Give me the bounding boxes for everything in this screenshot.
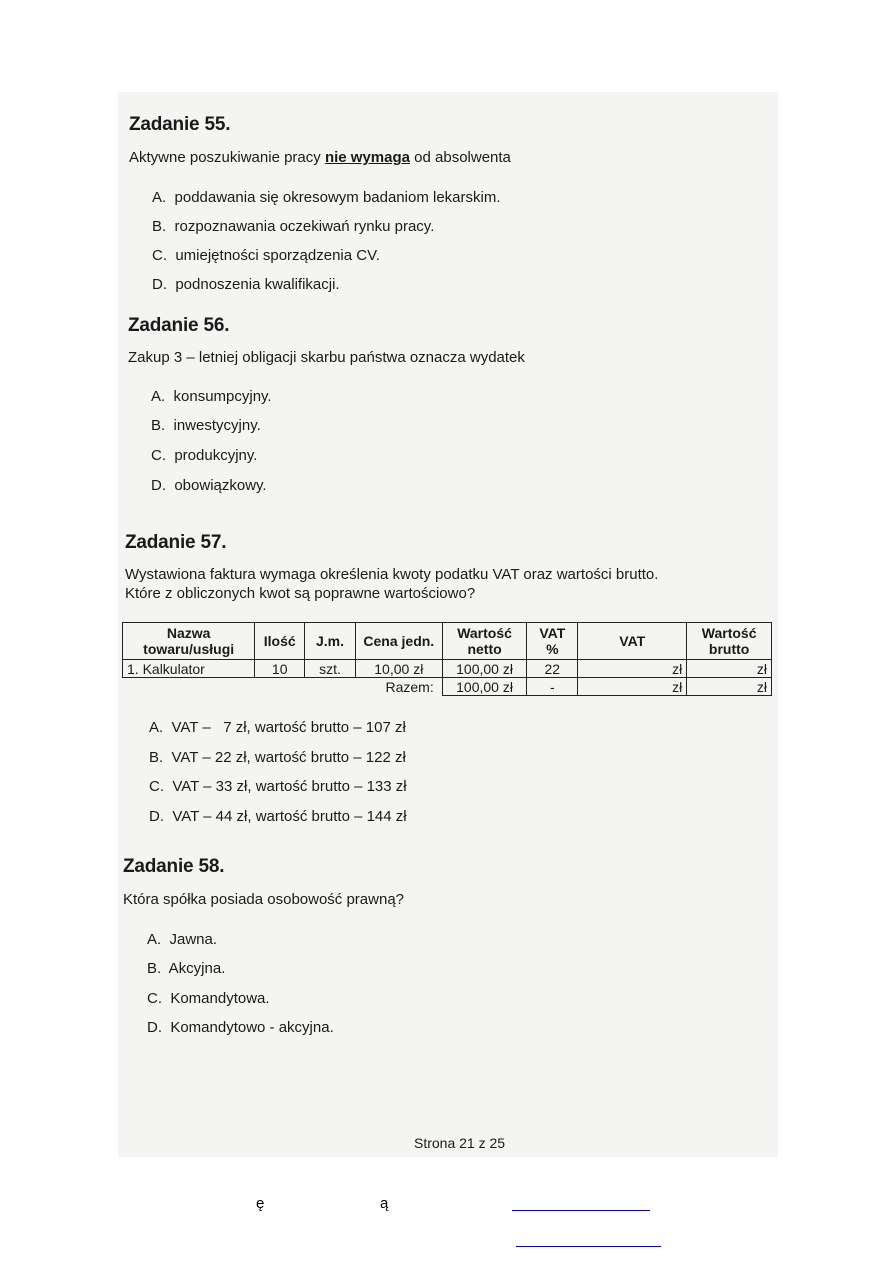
total-vat-rate: - [527,678,578,696]
task-58-option-a: A. Jawna. [147,931,218,948]
cell-quantity: 10 [255,660,305,678]
task-55-option-c: C. umiejętności sporządzenia CV. [152,247,380,264]
header-unit: J.m. [305,623,356,660]
invoice-table [122,622,772,696]
task-58-option-c: C. Komandytowa. [147,990,270,1007]
total-spacer [123,678,305,696]
task-58-option-b: B. Akcyjna. [147,960,226,977]
task-55-question-emphasis: nie wymaga [324,149,410,166]
total-label: Razem: [385,678,434,695]
invoice-row [123,660,772,678]
header-net-value: Wartość netto [442,623,527,660]
cell-gross-value: zł [687,660,772,678]
stray-glyph-a-ogonek: ą [380,1195,389,1212]
task-57-option-b: B. VAT – 22 zł, wartość brutto – 122 zł [149,749,406,766]
cell-net-value: 100,00 zł [442,660,527,678]
cell-item-name: 1. Kalkulator [123,660,255,678]
task-58-question: Która spółka posiada osobowość prawną? [123,891,405,908]
link-underline-2[interactable] [516,1246,661,1247]
cell-unit: szt. [305,660,356,678]
total-vat: zł [578,678,687,696]
header-unit-price: Cena jedn. [355,623,442,660]
stray-glyph-e-ogonek: ę [256,1195,265,1212]
cell-unit-price: 10,00 zł [355,660,442,678]
header-item-name: Nazwa towaru/usługi [123,623,255,660]
total-gross-value: zł [687,678,772,696]
task-55-question-start: Aktywne poszukiwanie pracy [129,149,325,166]
task-58-option-d: D. Komandytowo - akcyjna. [147,1019,334,1036]
header-vat: VAT [578,623,687,660]
task-56-option-c: C. produkcyjny. [151,447,258,464]
task-56-option-b: B. inwestycyjny. [151,417,261,434]
task-55-question-end: od absolwenta [409,149,511,166]
task-55-option-d: D. podnoszenia kwalifikacji. [152,276,340,293]
task-56-title: Zadanie 56. [128,315,230,336]
task-57-question-line-1: Wystawiona faktura wymaga określenia kwoty podatku VAT oraz wartości brutto. [125,566,659,583]
header-vat-rate: VAT % [527,623,578,660]
task-57-option-d: D. VAT – 44 zł, wartość brutto – 144 zł [149,808,407,825]
cell-vat-rate: 22 [527,660,578,678]
task-58-title: Zadanie 58. [123,856,225,877]
invoice-total-row [123,678,772,696]
task-56-question: Zakup 3 – letniej obligacji skarbu państwa oznacza wydatek [128,349,525,366]
header-quantity: Ilość [255,623,305,660]
page-number: Strona 21 z 25 [414,1135,506,1151]
task-55-question [129,149,511,166]
link-underline-1[interactable] [512,1210,650,1211]
task-56-option-a: A. konsumpcyjny. [151,388,272,405]
cell-vat: zł [578,660,687,678]
task-55-title: Zadanie 55. [129,114,231,135]
task-57-option-a: A. VAT – 7 zł, wartość brutto – 107 zł [149,719,406,736]
task-57-question-line-2: Które z obliczonych kwot są poprawne wartościowo? [125,585,476,602]
invoice-header-row [123,623,772,660]
task-55-option-b: B. rozpoznawania oczekiwań rynku pracy. [152,218,435,235]
total-net-value: 100,00 zł [442,678,527,696]
task-57-title: Zadanie 57. [125,532,227,553]
task-57-option-c: C. VAT – 33 zł, wartość brutto – 133 zł [149,778,407,795]
task-56-option-d: D. obowiązkowy. [151,477,267,494]
header-gross-value: Wartość brutto [687,623,772,660]
task-55-option-a: A. poddawania się okresowym badaniom lekarskim. [152,189,501,206]
